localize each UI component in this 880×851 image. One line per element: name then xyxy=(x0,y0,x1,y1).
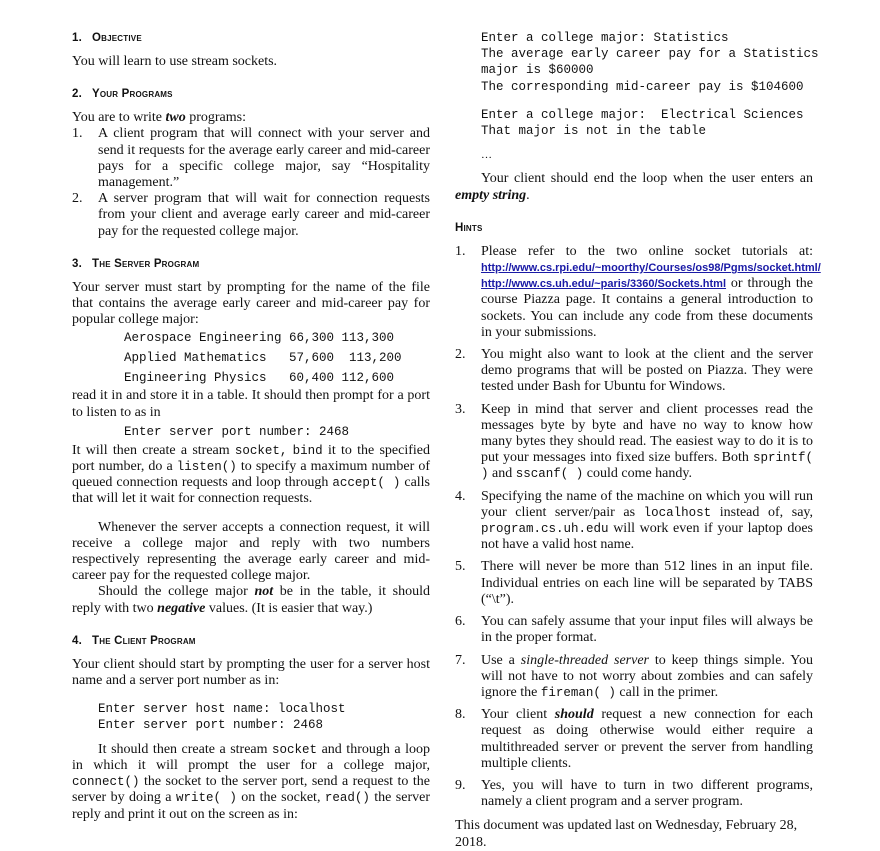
client-p1: Your client should start by prompting the user for a server host name and a server port number as in: xyxy=(72,656,430,689)
list-item: 3. Keep in mind that server and client processes read the messages byte by byte and have no way to know how many bytes they should read. The easiest way to do it is to put your messages into fixed size buffers. Both sprintf( ) and sscanf( ) could come handy. xyxy=(455,401,813,482)
client-host-prompt: Enter server host name: localhost xyxy=(98,702,346,717)
client-port-prompt: Enter server port number: 2468 xyxy=(98,718,324,733)
ellipsis: … xyxy=(481,149,492,162)
list-item: 1. A client program that will connect with your server and send it requests for the average early career and mid-career pays for a specific college major, say “Hospitality management.” xyxy=(72,126,430,191)
table-row: Applied Mathematics 57,600 113,200 xyxy=(124,351,402,366)
section-client-program xyxy=(72,633,430,823)
list-item: 1. Please refer to the two online socket tutorials at: http://www.cs.rpi.edu/~moorthy/Courses/os98/Pgms/socket.html/ http://www.cs.uh.edu/~paris/3360/Sockets.html or through the course Piazza page. It contains a general introduction to sockets. You can include any code from these documents in your submissions. xyxy=(455,243,821,340)
code-line: Enter a college major: Electrical Sciences xyxy=(481,107,804,122)
table-row: Aerospace Engineering 66,300 113,300 xyxy=(124,331,395,346)
link-rpi-socket-tutorial[interactable]: http://www.cs.rpi.edu/~moorthy/Courses/os98/Pgms/socket.html/ xyxy=(481,262,821,275)
code-line: Enter a college major: Statistics xyxy=(481,31,729,45)
objective-text: You will learn to use stream sockets. xyxy=(72,54,278,69)
server-p2: read it in and store it in a table. It should then prompt for a port to listen to as in xyxy=(72,388,430,420)
end-loop-text: Your client should end the loop when the user enters an empty string. xyxy=(455,171,813,203)
code-line: The corresponding mid-career pay is $104600 xyxy=(481,79,804,94)
code-line: The average early career pay for a Statistics xyxy=(481,47,819,62)
server-p3: It will then create a stream socket, bind it to the specified port number, do a listen() to specify a maximum number of queued connection requests and loop through accept( ) calls that will let it wait for connection requests. xyxy=(72,442,431,507)
list-item: 6. You can safely assume that your input files will always be in the proper format. xyxy=(455,614,813,646)
list-item: 2. A server program that will wait for connection requests from your client and average early career and mid-career pay for the requested college major. xyxy=(72,191,430,239)
section-heading: 4. The Client Program xyxy=(72,634,196,647)
section-heading: 1. Objective xyxy=(72,32,142,44)
programs-intro: You are to write two programs: xyxy=(72,110,246,126)
left-column xyxy=(72,30,430,823)
programs-list xyxy=(72,126,430,239)
list-item: 8. Your client should request a new connection for each request as doing otherwise would either require a multithreaded server or prevent the server from handling multiple clients. xyxy=(455,707,813,771)
section-objective xyxy=(72,30,430,70)
list-item: 2. You might also want to look at the client and the server demo programs that will be posted on Piazza. They were tested under Bash for Ubuntu for Windows. xyxy=(455,347,813,395)
code-line: major is $60000 xyxy=(481,63,594,78)
right-column xyxy=(455,30,821,851)
code-line: That major is not in the table xyxy=(481,124,707,139)
section-programs xyxy=(72,86,430,240)
server-p4: Whenever the server accepts a connection request, it will receive a college major and reply with two numbers respectively representing the average early career and mid-career pay for the requested college major. xyxy=(72,519,430,584)
sample-session-2 xyxy=(481,107,813,139)
table-row: Engineering Physics 60,400 112,600 xyxy=(124,371,395,386)
section-heading: 3. The Server Program xyxy=(72,257,200,270)
update-note: This document was updated last on Wednesday, February 28, 2018. xyxy=(455,818,798,850)
list-item: 9. Yes, you will have to turn in two different programs, namely a client program and a server program. xyxy=(455,777,813,810)
server-p1: Your server must start by prompting for the name of the file that contains the average early career and mid-career pay for popular college major: xyxy=(72,279,430,328)
major-pay-table xyxy=(124,328,430,388)
link-uh-sockets-tutorial[interactable]: http://www.cs.uh.edu/~paris/3360/Sockets.html xyxy=(481,278,727,291)
client-p2: It should then create a stream socket and through a loop in which it will prompt the user for a college major, connect() the socket to the server port, send a request to the server by doing a write( ) on the socket, read() the server reply and print it out on the screen as in: xyxy=(72,741,431,822)
server-port-prompt: Enter server port number: 2468 xyxy=(124,424,350,439)
section-server-program xyxy=(72,256,430,617)
hints-list xyxy=(455,243,821,811)
sample-session-1 xyxy=(481,30,819,95)
server-p5: Should the college major not be in the table, it should reply with two negative values. (It is easier that way.) xyxy=(72,584,431,616)
list-item: 4. Specifying the name of the machine on which you will run your client server/pair as localhost instead of, say, program.cs.uh.edu will work even if your laptop does not have a valid host name. xyxy=(455,488,813,553)
section-heading: 2. Your Programs xyxy=(72,88,173,101)
section-hints xyxy=(455,220,821,851)
section-heading: Hints xyxy=(455,221,483,234)
list-item: 5. There will never be more than 512 lines in an input file. Individual entries on each line will be separated by TABS (“\t”). xyxy=(455,559,813,607)
list-item: 7. Use a single-threaded server to keep things simple. You will not have to not worry about zombies and can safely ignore the fireman( ) call in the primer. xyxy=(455,652,813,700)
